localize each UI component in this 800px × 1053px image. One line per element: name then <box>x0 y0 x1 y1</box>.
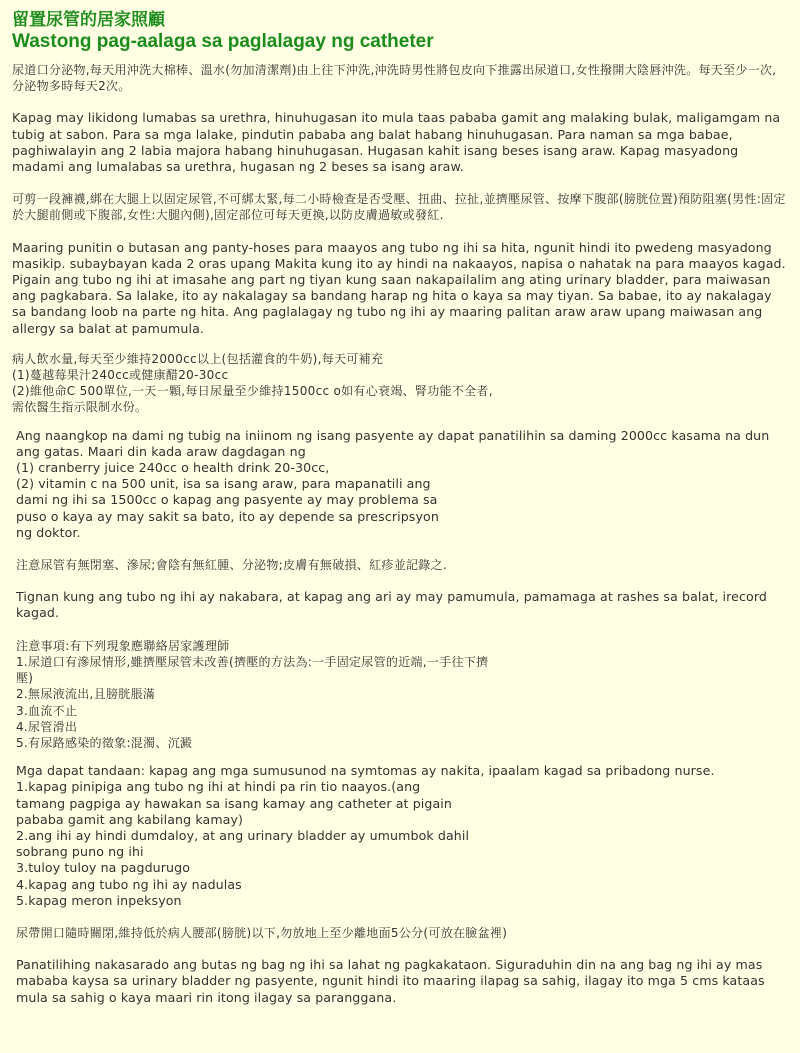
paragraph-urethra-cleaning-tl: Kapag may likidong lumabas sa urethra, hinuhugasan ito mula taas pababa gamit ang malaking bulak, maligamgam na tubig at sabon. Para sa mga lalake, pindutin pababa ang balat habang hinuhugasan. Para naman sa mga babae, paghiwalayin ang 2 labia majora habang hinuhugasan. Hugasan kahit isang beses isang araw. Kapag masyadong madami ang lumalabas sa urethra, hugasan ng 2 beses sa isang araw. <box>12 110 781 175</box>
paragraph-water-intake-zh: 病人飲水量,每天至少維持2000cc以上(包括灌食的牛奶),每天可補充 (1)蔓越莓果汁240cc或健康醋20-30cc (2)維他命C 500單位,一天一顆,每日尿量至少維持1500cc o如有心衰竭、腎功能不全者, 需依醫生指示限制水份。 <box>12 351 493 415</box>
paragraph-precautions-tl: Mga dapat tandaan: kapag ang mga sumusunod na symtomas ay nakita, ipaalam kagad sa pribadong nurse. 1.kapag pinipiga ang tubo ng ihi at hindi pa rin tio naayos.(ang tamang pagpiga ay hawakan sa isang kamay ang catheter at pigain pababa gamit ang kabilang kamay) 2.ang ihi ay hindi dumdaloy, at ang urinary bladder ay umumbok dahil sobrang puno ng ihi 3.tuloy tuloy na pagdurugo 4.kapag ang tubo ng ihi ay nadulas 5.kapag meron inpeksyon <box>16 763 715 908</box>
paragraph-urine-bag-tl: Panatilihing nakasarado ang butas ng bag ng ihi sa lahat ng pagkakataon. Siguraduhin din na ang bag ng ihi ay mas mababa kaysa sa urinary bladder ng pasyente, ngunit hindi ito maaring ilapag sa sahig, ilagay ito mga 5 cms kataas mula sa sahig o kaya maari rin itong ilagay sa paranggana. <box>16 957 765 1005</box>
paragraph-catheter-fixing-tl: Maaring punitin o butasan ang panty-hoses para maayos ang tubo ng ihi sa hita, ngunit hindi ito pwedeng masyadong masikip. subaybayan kada 2 oras upang Makita kung ito ay hindi na nakaayos, napisa o nahatak na para maayos kagad. Pigain ang tubo ng ihi at imasahe ang part ng tiyan kung saan nakapailalim ang ating urinary bladder, para maiwasan ang pagkabara. Sa lalake, ito ay nakalagay sa bandang harap ng hita o kaya sa may tiyan. Sa babae, ito ay nakalagay sa bandang loob na parte ng hita. Ang paglalagay ng tubo ng ihi ay maaring palitan araw araw upang maiwasan ang allergy sa balat at pamumula. <box>12 239 786 336</box>
page-title-chinese: 留置尿管的居家照顧 <box>12 10 165 30</box>
page-title-tagalog: Wastong pag-aalaga sa paglalagay ng catheter <box>12 31 434 52</box>
paragraph-urine-bag-zh: 尿帶開口隨時關閉,維持低於病人腰部(膀胱)以下,勿放地上至少離地面5公分(可放在臉盆裡) <box>16 925 508 940</box>
paragraph-catheter-fixing-zh: 可剪一段褲襪,綁在大腿上以固定尿管,不可綁太緊,每二小時檢查是否受壓、扭曲、拉扯,並擠壓尿管、按摩下腹部(膀胱位置)預防阻塞(男性:固定於大腿前側或下腹部,女性:大腿內側),固定部位可每天更換,以防皮膚過敏或發紅. <box>12 192 786 223</box>
paragraph-water-intake-tl: Ang naangkop na dami ng tubig na iniinom ng isang pasyente ay dapat panatilihin sa daming 2000cc kasama na dun ang gatas. Maari din kada araw dagdagan ng (1) cranberry juice 240cc o health drink 20-30cc, (2) vitamin c na 500 unit, isa sa isang araw, para mapanatili ang dami ng ihi sa 1500cc o kapag ang pasyente ay may problema sa puso o kaya ay may sakit sa bato, ito ay depende sa prescripsyon ng doktor. <box>16 427 770 540</box>
paragraph-urethra-cleaning-zh: 尿道口分泌物,每天用沖洗大棉棒、溫水(勿加清潔劑)由上往下沖洗,沖洗時男性將包皮向下推露出尿道口,女性撥開大陰唇沖洗。每天至少一次,分泌物多時每天2次。 <box>12 63 777 94</box>
paragraph-observation-tl: Tignan kung ang tubo ng ihi ay nakabara, at kapag ang ari ay may pamumula, pamamaga at rashes sa balat, irecord kagad. <box>16 589 767 621</box>
paragraph-precautions-zh: 注意事項:有下列現象應聯絡居家護理師 1.尿道口有滲尿情形,雖擠壓尿管未改善(擠壓的方法為:一手固定尿管的近端,一手往下擠 壓) 2.無尿液流出,且膀胱脹滿 3.血流不止 4.尿管滑出 5.有尿路感染的徵象:混濁、沉澱 <box>16 638 489 750</box>
paragraph-observation-zh: 注意尿管有無閉塞、滲尿;會陰有無紅腫、分泌物;皮膚有無破損、紅疹並記錄之. <box>16 558 448 573</box>
